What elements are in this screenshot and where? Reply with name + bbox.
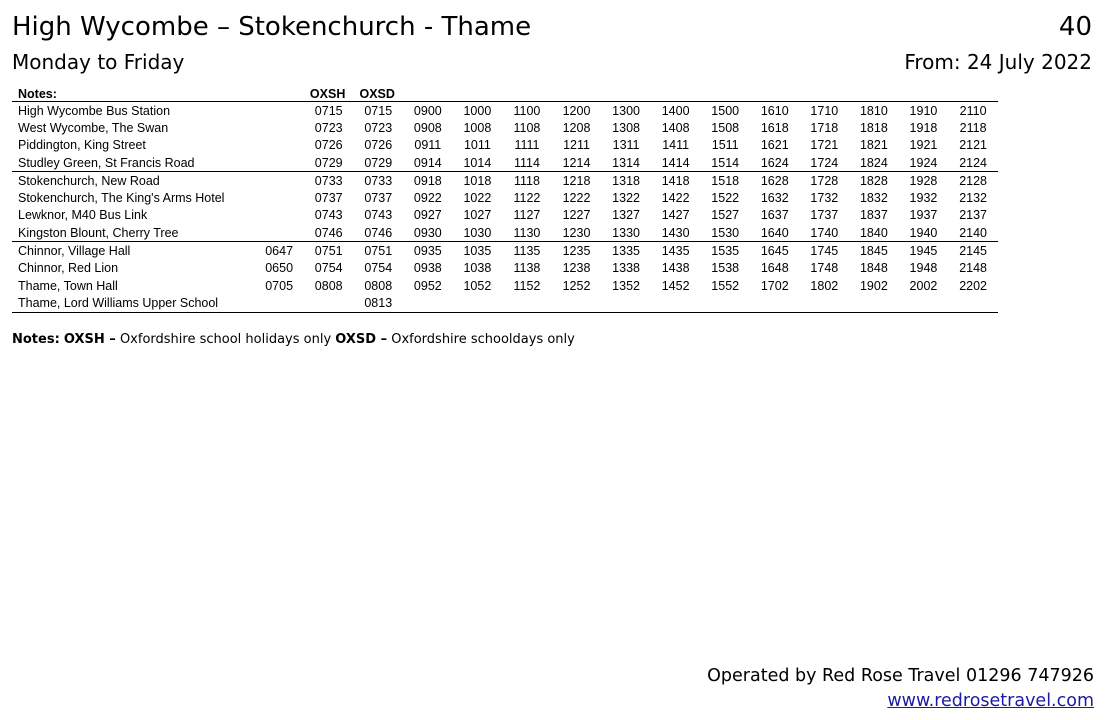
departure-time: 1022 — [463, 191, 492, 206]
departure-time: 1848 — [859, 261, 888, 276]
departure-time: 2002 — [909, 278, 938, 293]
note-text-oxsh: Oxfordshire school holidays only — [119, 332, 332, 347]
departure-time: 1422 — [661, 191, 690, 206]
departure-time: 1027 — [463, 208, 492, 223]
departure-time: 1414 — [651, 154, 701, 172]
departure-time: 0729 — [353, 154, 403, 172]
departure-time: 1632 — [760, 191, 789, 206]
departure-time: 1837 — [859, 208, 888, 223]
journey-note-code — [254, 85, 304, 102]
timetable-table — [12, 85, 998, 313]
departure-time — [254, 189, 304, 206]
departure-time: 1910 — [909, 103, 938, 118]
departure-time: 2202 — [959, 278, 988, 293]
departure-time: 0723 — [364, 120, 393, 135]
departure-time — [948, 294, 998, 312]
journey-note-code — [700, 85, 750, 102]
stop-name: Stokenchurch, The King's Arms Hotel — [18, 191, 225, 206]
departure-time — [651, 294, 701, 312]
departure-time — [254, 154, 304, 172]
departure-time: 1327 — [612, 208, 640, 223]
journey-note-code — [899, 85, 949, 102]
stop-name: Thame, Lord Williams Upper School — [12, 294, 254, 312]
departure-time: 1737 — [810, 208, 839, 223]
departure-time — [552, 294, 602, 312]
departure-time: 1821 — [859, 138, 888, 153]
note-code-oxsd: OXSD – — [335, 332, 388, 347]
journey-note-code: OXSH — [304, 85, 354, 102]
departure-time: 0650 — [265, 261, 294, 276]
departure-time: 1135 — [513, 244, 541, 259]
departure-time: 1937 — [909, 208, 938, 223]
departure-time: 0813 — [353, 294, 403, 312]
stop-name: High Wycombe Bus Station — [18, 103, 171, 118]
departure-time — [403, 294, 453, 312]
departure-time: 0754 — [364, 261, 393, 276]
valid-from-date: From: 24 July 2022 — [904, 50, 1092, 74]
notes-footnote — [12, 331, 575, 349]
departure-time: 0715 — [364, 103, 393, 118]
departure-time: 1511 — [711, 138, 739, 153]
departure-time: 1335 — [612, 244, 640, 259]
departure-time: 1748 — [810, 261, 839, 276]
departure-time — [304, 294, 354, 312]
departure-time: 1948 — [909, 261, 938, 276]
departure-time — [254, 207, 304, 224]
departure-time: 1000 — [463, 103, 492, 118]
departure-time: 0927 — [413, 208, 442, 223]
departure-time: 1222 — [562, 191, 591, 206]
operator-contact: Operated by Red Rose Travel 01296 747926 — [707, 666, 1094, 686]
departure-time: 1400 — [661, 103, 690, 118]
departure-time: 1535 — [711, 244, 740, 259]
departure-time: 0754 — [314, 261, 343, 276]
departure-time — [453, 294, 503, 312]
timetable-row — [12, 207, 998, 224]
departure-time: 1238 — [562, 261, 591, 276]
departure-time: 1824 — [849, 154, 899, 172]
departure-time — [254, 172, 304, 190]
departure-time — [800, 294, 850, 312]
journey-note-code — [948, 85, 998, 102]
departure-time: 0908 — [413, 120, 442, 135]
departure-time: 1945 — [909, 244, 938, 259]
departure-time: 0723 — [314, 120, 343, 135]
departure-time: 1740 — [800, 224, 850, 242]
departure-time: 1732 — [810, 191, 839, 206]
notes-header-row — [12, 85, 998, 102]
departure-time: 1624 — [750, 154, 800, 172]
departure-time: 2148 — [959, 261, 988, 276]
timetable-row — [12, 224, 998, 242]
departure-time: 1802 — [810, 278, 839, 293]
journey-note-code — [651, 85, 701, 102]
departure-time: 1435 — [661, 244, 690, 259]
departure-time: 0935 — [413, 244, 442, 259]
timetable-row — [12, 242, 998, 260]
departure-time: 1127 — [513, 208, 541, 223]
notes-header-label: Notes: — [12, 85, 254, 102]
departure-time: 0922 — [413, 191, 442, 206]
departure-time: 1352 — [612, 278, 640, 293]
departure-time: 1100 — [513, 103, 541, 118]
departure-time: 0746 — [353, 224, 403, 242]
timetable-row — [12, 277, 998, 294]
timetable-row — [12, 102, 998, 120]
departure-time: 1118 — [513, 173, 540, 188]
timetable-row — [12, 154, 998, 172]
departure-time: 1411 — [662, 138, 690, 153]
departure-time: 2121 — [959, 138, 988, 153]
departure-time: 1924 — [899, 154, 949, 172]
departure-time: 1452 — [661, 278, 690, 293]
stop-name: Stokenchurch, New Road — [18, 173, 160, 188]
departure-time: 1014 — [453, 154, 503, 172]
departure-time — [254, 119, 304, 136]
departure-time: 0938 — [413, 261, 442, 276]
departure-time: 0751 — [314, 244, 343, 259]
departure-time — [899, 294, 949, 312]
departure-time: 1227 — [562, 208, 591, 223]
notes-label: Notes: — [12, 332, 60, 347]
departure-time: 1318 — [612, 173, 640, 188]
departure-time: 1530 — [700, 224, 750, 242]
journey-note-code — [601, 85, 651, 102]
departure-time: 0911 — [414, 138, 442, 153]
departure-time: 1810 — [859, 103, 888, 118]
departure-time: 1430 — [651, 224, 701, 242]
departure-time: 1408 — [661, 120, 690, 135]
departure-time: 2128 — [959, 173, 988, 188]
departure-time: 1610 — [760, 103, 789, 118]
departure-time: 0729 — [304, 154, 354, 172]
departure-time: 0746 — [304, 224, 354, 242]
timetable-row — [12, 294, 998, 312]
departure-time: 0743 — [364, 208, 393, 223]
departure-time: 1008 — [463, 120, 492, 135]
journey-note-code — [800, 85, 850, 102]
departure-time: 1710 — [810, 103, 839, 118]
departure-time: 1902 — [859, 278, 888, 293]
departure-time: 1918 — [909, 120, 938, 135]
departure-time: 0743 — [314, 208, 343, 223]
departure-time: 0733 — [314, 173, 343, 188]
departure-time: 1130 — [502, 224, 552, 242]
departure-time: 0808 — [314, 278, 343, 293]
departure-time: 0952 — [413, 278, 442, 293]
journey-note-code: OXSD — [353, 85, 403, 102]
departure-time: 1538 — [711, 261, 740, 276]
stop-name: Chinnor, Red Lion — [18, 261, 119, 276]
departure-time: 1518 — [711, 173, 740, 188]
days-of-operation: Monday to Friday — [12, 50, 185, 74]
departure-time — [254, 224, 304, 242]
departure-time: 1552 — [711, 278, 740, 293]
departure-time: 1152 — [513, 278, 541, 293]
departure-time: 0733 — [364, 173, 393, 188]
departure-time: 1618 — [760, 120, 789, 135]
departure-time: 1418 — [661, 173, 690, 188]
departure-time: 2132 — [959, 191, 988, 206]
departure-time: 1621 — [760, 138, 789, 153]
departure-time: 1828 — [859, 173, 888, 188]
departure-time: 1235 — [562, 244, 591, 259]
stop-name: Chinnor, Village Hall — [18, 244, 131, 259]
timetable-row — [12, 172, 998, 190]
departure-time — [849, 294, 899, 312]
departure-time: 2118 — [959, 120, 987, 135]
departure-time: 1322 — [612, 191, 640, 206]
stop-name: Piddington, King Street — [18, 138, 146, 153]
journey-note-code — [750, 85, 800, 102]
stop-name: Thame, Town Hall — [18, 278, 118, 293]
departure-time: 0737 — [314, 191, 343, 206]
departure-time: 1640 — [750, 224, 800, 242]
journey-note-code — [552, 85, 602, 102]
journey-note-code — [849, 85, 899, 102]
stop-name: West Wycombe, The Swan — [18, 120, 169, 135]
departure-time: 1138 — [513, 261, 541, 276]
journey-note-code — [502, 85, 552, 102]
departure-time: 1211 — [563, 138, 590, 153]
departure-time: 1500 — [711, 103, 740, 118]
departure-time: 0914 — [403, 154, 453, 172]
departure-time: 1200 — [562, 103, 591, 118]
departure-time — [254, 137, 304, 154]
departure-time: 1311 — [612, 138, 640, 153]
departure-time: 1845 — [859, 244, 888, 259]
departure-time: 1728 — [810, 173, 839, 188]
departure-time: 2110 — [959, 103, 987, 118]
departure-time: 1230 — [552, 224, 602, 242]
route-number: 40 — [1058, 12, 1092, 42]
departure-time: 1052 — [463, 278, 492, 293]
departure-time: 1628 — [760, 173, 789, 188]
stop-name: Kingston Blount, Cherry Tree — [12, 224, 254, 242]
departure-time: 1427 — [661, 208, 690, 223]
departure-time — [700, 294, 750, 312]
stop-name: Studley Green, St Francis Road — [12, 154, 254, 172]
note-text-oxsd: Oxfordshire schooldays only — [391, 332, 575, 347]
departure-time: 0726 — [314, 138, 343, 153]
departure-time: 1018 — [463, 173, 492, 188]
departure-time: 1522 — [711, 191, 740, 206]
departure-time: 0715 — [314, 103, 343, 118]
departure-time: 1035 — [463, 244, 492, 259]
departure-time: 1308 — [612, 120, 640, 135]
departure-time: 2145 — [959, 244, 988, 259]
departure-time: 1940 — [899, 224, 949, 242]
operator-website-link[interactable]: www.redrosetravel.com — [887, 691, 1094, 711]
departure-time: 2124 — [948, 154, 998, 172]
timetable-row — [12, 137, 998, 154]
departure-time: 1338 — [612, 261, 640, 276]
departure-time: 1645 — [760, 244, 789, 259]
departure-time: 1724 — [800, 154, 850, 172]
departure-time: 1252 — [562, 278, 591, 293]
departure-time: 2137 — [959, 208, 988, 223]
departure-time: 1108 — [513, 120, 541, 135]
departure-time: 1218 — [562, 173, 591, 188]
departure-time: 1314 — [601, 154, 651, 172]
departure-time: 1111 — [514, 138, 540, 153]
departure-time — [254, 294, 304, 312]
departure-time — [254, 102, 304, 120]
departure-time: 1030 — [453, 224, 503, 242]
departure-time: 1648 — [760, 261, 789, 276]
departure-time: 0647 — [265, 244, 294, 259]
stop-name: Lewknor, M40 Bus Link — [18, 208, 148, 223]
departure-time: 1214 — [552, 154, 602, 172]
departure-time: 0726 — [364, 138, 393, 153]
departure-time: 1718 — [810, 120, 839, 135]
departure-time: 1122 — [513, 191, 541, 206]
departure-time: 1840 — [849, 224, 899, 242]
departure-time: 1508 — [711, 120, 740, 135]
timetable-title: High Wycombe – Stokenchurch - Thame — [12, 12, 532, 42]
departure-time: 1527 — [711, 208, 740, 223]
departure-time: 1702 — [760, 278, 789, 293]
departure-time: 1637 — [760, 208, 789, 223]
departure-time: 1011 — [463, 138, 491, 153]
departure-time: 1921 — [909, 138, 938, 153]
departure-time: 1818 — [859, 120, 888, 135]
departure-time: 1721 — [810, 138, 839, 153]
departure-time — [502, 294, 552, 312]
departure-time: 1438 — [661, 261, 690, 276]
departure-time: 1038 — [463, 261, 492, 276]
departure-time: 2140 — [948, 224, 998, 242]
departure-time: 0930 — [403, 224, 453, 242]
departure-time: 1514 — [700, 154, 750, 172]
departure-time: 1928 — [909, 173, 938, 188]
departure-time: 1745 — [810, 244, 839, 259]
timetable-row — [12, 119, 998, 136]
departure-time: 0900 — [413, 103, 442, 118]
journey-note-code — [453, 85, 503, 102]
note-code-oxsh: OXSH – — [63, 332, 116, 347]
departure-time: 0751 — [364, 244, 393, 259]
departure-time: 1300 — [612, 103, 640, 118]
departure-time: 1932 — [909, 191, 938, 206]
departure-time: 1330 — [601, 224, 651, 242]
departure-time — [601, 294, 651, 312]
departure-time: 1208 — [562, 120, 591, 135]
timetable-row — [12, 189, 998, 206]
departure-time: 0918 — [413, 173, 442, 188]
departure-time: 0737 — [364, 191, 393, 206]
departure-time: 0808 — [364, 278, 393, 293]
departure-time: 0705 — [265, 278, 294, 293]
timetable-row — [12, 260, 998, 277]
departure-time: 1832 — [859, 191, 888, 206]
departure-time: 1114 — [502, 154, 552, 172]
journey-note-code — [403, 85, 453, 102]
departure-time — [750, 294, 800, 312]
